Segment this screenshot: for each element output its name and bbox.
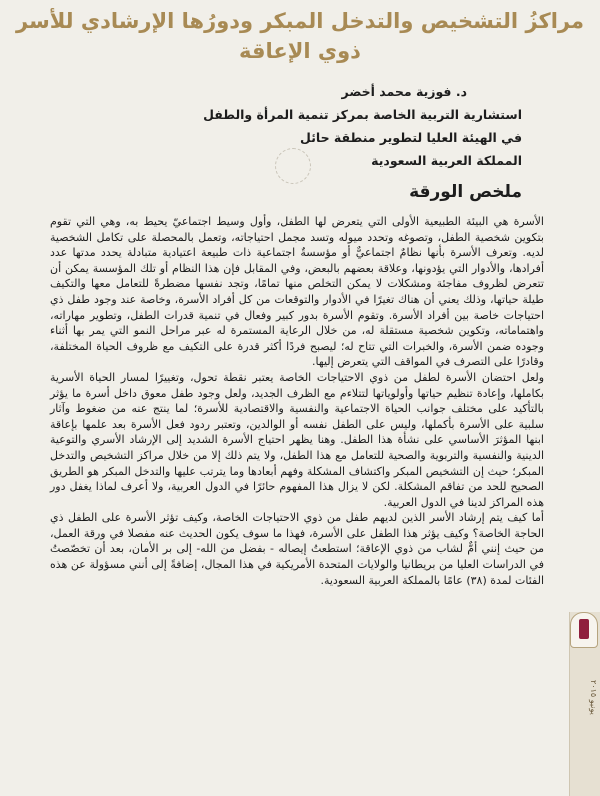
author-affiliation-2: في الهيئة العليا لتطوير منطقة حائل [300,130,522,145]
paragraph-3: أما كيف يتم إرشاد الأسر الذين لديهم طفل من ذوي الاحتياجات الخاصة، وكيف تؤثر الأسرة على الطفل ذي الحاجة الخاصة؟ وكيف يؤثر هذا الطفل على الأسرة، فهذا ما سوف يكون الحديث عنه مفصلا في ورقة العمل، من حيث إنني أمٌّ لشاب من ذوي الإعاقة؛ استطعتُ إيصاله - بفضل من الله- إلى بر الأمان، بعد أن تخصّصتُ في الدراسات العليا من بريطانيا والولايات المتحدة الأمريكية في هذا المجال، إضافةً إلى أنني مسؤولة عن هذه الفئات لمدة (٣٨) عامًا بالمملكة العربية السعودية. [50,511,544,587]
journal-logo-icon [570,612,598,648]
paragraph-2: ولعل احتضان الأسرة لطفل من ذوي الاحتياجات الخاصة يعتبر نقطة تحول، وتغييرًا لمسار الحياة الأسرية بكاملها، وإعادة تنظيم حياتها وأولوياتها لتتلاءم مع الظرف الجديد، ولعل وجود طفل معوق داخل أسرة ما يؤثر بالتأكيد على مختلف جوانب الحياة الاجتماعية والنفسية والاقتصادية للأسرة؛ لما ينتج عنه من ضغوط وآثار سلبية على الأسرة بأكملها، وليس على الطفل نفسه أو الوالدين، وتعتبر ردود فعل الأسرة بعد علمها بإعاقة ابنها المؤثرَ الأساسي على نشأة هذا الطفل. وهنا يظهر احتياج الأسرة الشديد إلى الإرشاد الأسري والتوعية الدينية والنفسية والتربوية والصحية للتعامل مع هذا الطفل، ولا يتم ذلك إلا من خلال مراكز التشخيص والتدخل المبكر؛ حيث إن التشخيص المبكر واكتشاف المشكلة وفهم أبعادها وما يترتب عليها والتدخل المبكر هو الطريق الصحيح للحد من تفاقم المشكلة. لكن لا يزال هذا المفهوم حائرًا في الدول العربية، ولا أعرف لماذا يغفل دور هذه المراكز لدينا في الدول العربية. [50,370,544,509]
author-affiliation-1: استشارية التربية الخاصة بمركز تنمية المرأة والطفل [203,107,522,122]
paragraph-1: الأسرة هي البيئة الطبيعية الأولى التي يتعرض لها الطفل، وأول وسيط اجتماعيّ يحيط به، وهي التي تقوم بتكوين شخصية الطفل، وتصوغه وتحدد ميوله وتسد مجمل احتياجاته، وتعمل بالمحصلة على تكامل الشخصية لديه. وتعرف الأسرة بأنها نظامٌ اجتماعيٌّ أو مؤسسةٌ اجتماعية ذات طبيعة اعتيادية متبادلة يحدد مدتها عدد أفرادها، والأدوار التي يؤدونها، وعلاقة بعضهم بالبعض، وفي المقابل فإن هذا النظام أو تلك المؤسسة يمكن أن تتعرض لظروف مفاجئة ومشكلات لا يمكن التخلص منها تمامًا، وتجد نفسها مضطرةً للتعامل معها والتكيف طيلة حياتها، وذلك يعني أن هناك تغيرًا في الأدوار والتوقعات من كل أفراد الأسرة، وخاصة عند وجود طفل ذي احتياجات خاصة بين أفراد الأسرة. وتقوم الأسرة بدور كبير وفعال في تنمية قدرات الطفل، وتطوير مهاراته، واهتماماته، وتكوين شخصية مستقلة له، من خلال الرعاية المستمرة له عبر مراحل النمو التي يمر بها أثناء وجوده ضمن الأسرة، والخبرات التي تتاح له؛ ليصبح فردًا أكثر قدرة على التكيف مع ظروف الحياة المختلفة، وقادرًا على التصرف في المواقف التي يتعرض إليها. [50,215,544,369]
abstract-body [50,214,544,588]
author-name: د. فوزية محمد أخضر [341,84,467,99]
section-heading: ملخص الورقة [409,182,522,202]
side-caption: يونيو ٢٠١٥ [589,680,598,715]
logo-emblem-icon [579,619,589,639]
title-line-1: مراكزُ التشخيص والتدخل المبكر ودورُها الإرشادي للأسر [16,9,584,33]
author-country: المملكة العربية السعودية [371,153,522,168]
author-block [102,80,522,172]
faint-stamp-mark [275,148,311,184]
title-line-2: ذوي الإعاقة [239,39,361,63]
page-title [12,6,588,66]
